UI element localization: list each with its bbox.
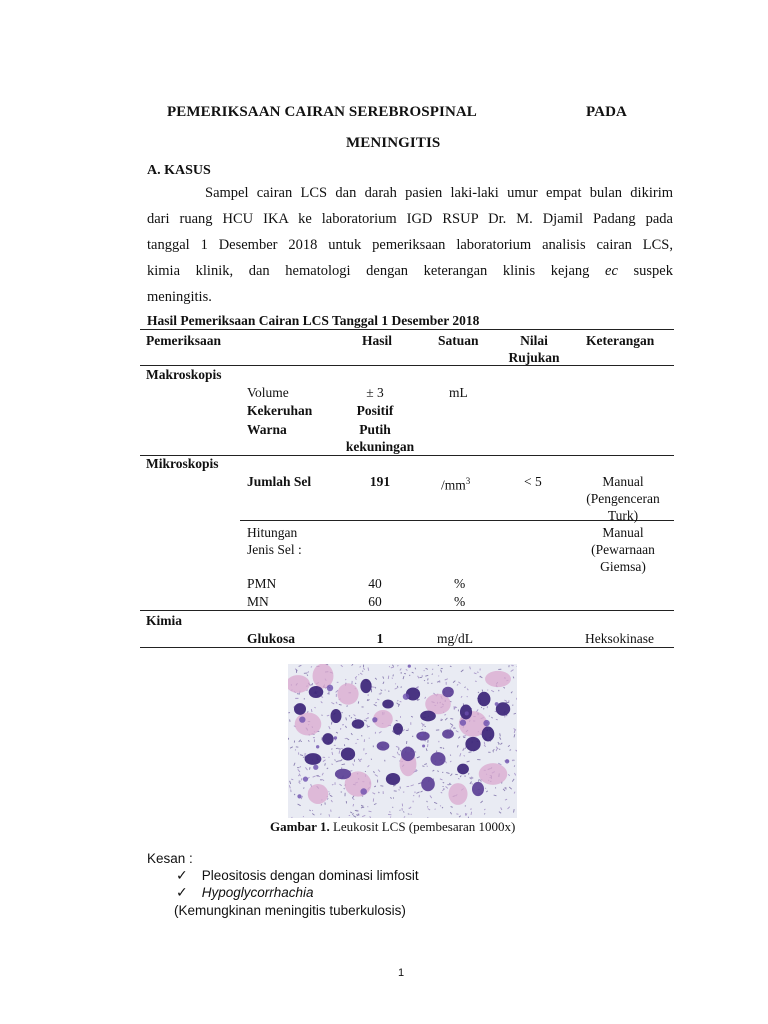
- paragraph-line: meningitis.: [147, 289, 212, 305]
- ket-jumlah-sel: Turk): [607, 508, 639, 523]
- kesan-item: [176, 867, 419, 884]
- unit-jumlah-sel: [441, 473, 470, 494]
- param-pmn: PMN: [247, 576, 277, 591]
- header-satuan: Satuan: [438, 333, 479, 348]
- paragraph-line: dari ruang HCU IKA ke laboratorium IGD RSUP Dr. M. Djamil Padang pada: [147, 211, 673, 227]
- ket-jumlah-sel: Manual: [602, 474, 644, 489]
- kesan-item-text: Hypoglycorrhachia: [201, 885, 314, 900]
- value-warna: kekuningan: [345, 439, 415, 454]
- title-line1-b: PADA: [586, 104, 627, 120]
- figure-caption-label: Gambar 1.: [270, 819, 330, 834]
- kesan-item-text: Pleositosis dengan dominasi limfosit: [201, 868, 419, 883]
- case-paragraph: [147, 180, 673, 310]
- paragraph-line: tanggal 1 Desember 2018 untuk pemeriksaan laboratorium analisis cairan LCS,: [147, 237, 673, 253]
- table-caption: Hasil Pemeriksaan Cairan LCS Tanggal 1 Desember 2018: [147, 313, 480, 328]
- header-nilai: Nilai: [520, 333, 548, 348]
- table-rule: [140, 610, 674, 611]
- param-hitungan: Jenis Sel :: [247, 542, 302, 557]
- unit-text: /mm: [441, 477, 466, 493]
- unit-mn: %: [454, 594, 466, 609]
- param-glukosa: Glukosa: [247, 631, 296, 646]
- param-warna: Warna: [247, 422, 287, 437]
- header-hasil: Hasil: [362, 333, 393, 348]
- ket-glukosa: Heksokinase: [585, 631, 654, 646]
- figure-caption: [270, 819, 515, 835]
- unit-glukosa: mg/dL: [437, 631, 473, 646]
- paragraph-ec: ec: [605, 263, 618, 279]
- kesan-item: [176, 884, 314, 901]
- section-heading: A. KASUS: [147, 163, 211, 178]
- unit-superscript: 3: [465, 476, 471, 486]
- value-pmn: 40: [368, 576, 382, 591]
- table-top-rule: [140, 329, 674, 330]
- kesan-note: (Kemungkinan meningitis tuberkulosis): [174, 903, 406, 918]
- value-glukosa: 1: [376, 631, 384, 646]
- header-rujukan: Rujukan: [508, 350, 560, 365]
- micrograph-image: [288, 664, 517, 818]
- table-rule: [140, 455, 674, 456]
- group-kimia: Kimia: [146, 613, 182, 628]
- group-mikroskopis: Mikroskopis: [146, 456, 219, 471]
- leukocyte-micrograph: [288, 664, 517, 818]
- title-line2: MENINGITIS: [346, 135, 441, 151]
- value-warna: Putih: [359, 422, 391, 437]
- param-jumlah-sel: Jumlah Sel: [247, 474, 312, 489]
- param-hitungan: Hitungan: [247, 525, 298, 540]
- param-volume: Volume: [247, 385, 289, 400]
- checkmark-icon: ✓: [176, 884, 188, 900]
- paragraph-line: Sampel cairan LCS dan darah pasien laki-laki umur empat bulan dikirim: [205, 185, 673, 201]
- param-kekeruhan: Kekeruhan: [247, 403, 313, 418]
- ket-jumlah-sel: (Pengenceran: [586, 491, 660, 506]
- paragraph-suspek: suspek: [633, 263, 673, 279]
- ket-hitungan: (Pewarnaan: [591, 542, 655, 557]
- paragraph-text: kimia klinik, dan hematologi dengan keterangan klinis kejang: [147, 263, 590, 279]
- unit-volume: mL: [449, 385, 468, 400]
- value-kekeruhan: Positif: [356, 403, 394, 418]
- group-makroskopis: Makroskopis: [146, 367, 222, 382]
- unit-pmn: %: [454, 576, 466, 591]
- header-pemeriksaan: Pemeriksaan: [146, 333, 221, 348]
- ket-hitungan: Giemsa): [600, 559, 646, 574]
- title-line1-a: PEMERIKSAAN CAIRAN SEREBROSPINAL: [167, 104, 477, 120]
- ket-hitungan: Manual: [602, 525, 644, 540]
- paragraph-line: [147, 258, 673, 284]
- kesan-label: Kesan :: [147, 851, 193, 866]
- param-mn: MN: [247, 594, 269, 609]
- value-volume: ± 3: [366, 385, 384, 400]
- checkmark-icon: ✓: [176, 867, 188, 883]
- page-number: 1: [398, 967, 405, 979]
- figure-caption-text: Leukosit LCS (pembesaran 1000x): [329, 819, 516, 834]
- ref-jumlah-sel: < 5: [524, 474, 542, 489]
- header-keterangan: Keterangan: [586, 333, 655, 348]
- value-jumlah-sel: 191: [369, 474, 391, 489]
- value-mn: 60: [368, 594, 382, 609]
- table-bottom-rule: [140, 647, 674, 648]
